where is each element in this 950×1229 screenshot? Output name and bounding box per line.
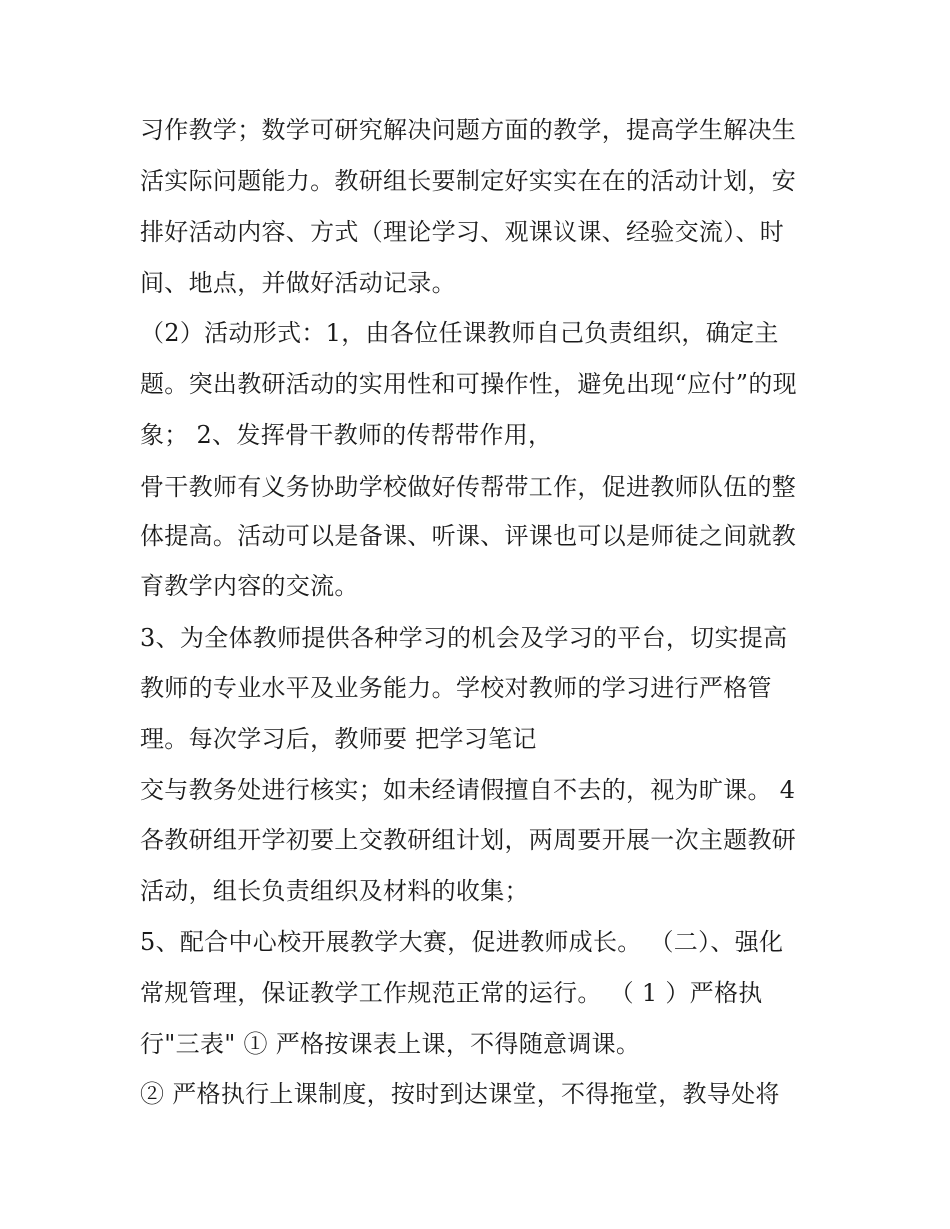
- text-line: 5、配合中心校开展教学大赛，促进教师成长。 （二）、强化: [140, 928, 784, 956]
- text-line: 体提高。活动可以是备课、听课、评课也可以是师徒之间就教: [140, 522, 797, 550]
- text-line: 育教学内容的交流。: [140, 572, 359, 600]
- text-line: 骨干教师有义务协助学校做好传帮带工作，促进教师队伍的整: [140, 473, 797, 501]
- text-line: 习作教学；数学可研究解决问题方面的教学，提高学生解决生: [140, 116, 797, 144]
- text-line: 常规管理，保证教学工作规范正常的运行。 （ 1 ）严格执: [140, 979, 763, 1007]
- text-line: ② 严格执行上课制度，按时到达课堂，不得拖堂，教导处将: [140, 1080, 780, 1108]
- text-line: 行"三表" ① 严格按课表上课，不得随意调课。: [140, 1030, 641, 1058]
- text-line: 题。突出教研活动的实用性和可操作性，避免出现“应付”的现: [140, 370, 797, 398]
- text-line: 排好活动内容、方式（理论学习、观课议课、经验交流）、时: [140, 218, 785, 246]
- text-line: 理。每次学习后，教师要 把学习笔记: [140, 725, 537, 753]
- text-line: 活动，组长负责组织及材料的收集；: [140, 877, 529, 905]
- text-line: 间、地点，并做好活动记录。: [140, 269, 456, 297]
- text-line: （2）活动形式：1，由各位任课教师自己负责组织，确定主: [140, 319, 779, 347]
- text-line: 教师的专业水平及业务能力。学校对教师的学习进行严格管: [140, 674, 772, 702]
- text-line: 3、为全体教师提供各种学习的机会及学习的平台，切实提高: [140, 624, 788, 652]
- text-line: 交与教务处进行核实；如未经请假擅自不去的，视为旷课。 4: [140, 776, 796, 804]
- text-line: 各教研组开学初要上交教研组计划，两周要开展一次主题教研: [140, 826, 797, 854]
- text-line: 象； 2、发挥骨干教师的传帮带作用，: [140, 421, 553, 449]
- text-line: 活实际问题能力。教研组长要制定好实实在在的活动计划，安: [140, 167, 797, 195]
